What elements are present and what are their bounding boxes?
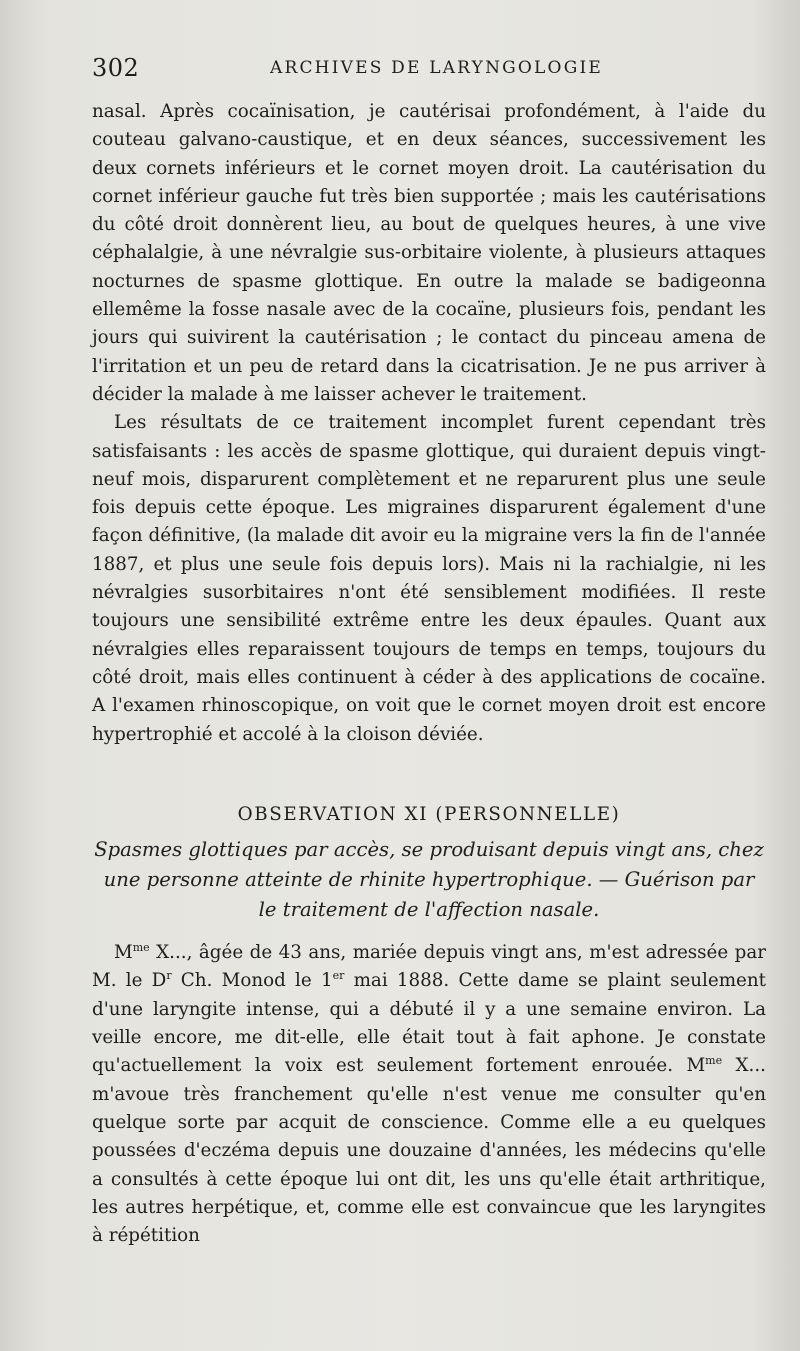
observation-subtitle: Spasmes glottiques par accès, se produisant depuis vingt ans, chez une personne atteinte de rhinite hypertrophique. — Guérison par le traitement de l'affection nasale. xyxy=(94,838,764,922)
page-header xyxy=(92,54,760,88)
page-number: 302 xyxy=(92,54,140,82)
text-segment: Ch. Monod le 1 xyxy=(171,970,333,992)
body-text xyxy=(92,98,766,1250)
superscript: r xyxy=(166,969,172,983)
running-title: ARCHIVES DE LARYNGOLOGIE xyxy=(270,58,603,78)
text-segment: X... m'avoue très franchement qu'elle n'est venue me consulter qu'en quelque sorte par acquit de conscience. Comme elle a eu quelques poussées d'eczéma depuis une douzaine d'années, les médecins qu'elle a consultés à cette époque lui ont dit, les uns qu'elle était arthritique, les autres herpétique, et, comme elle est convaincue que les laryngites à répétition xyxy=(92,1055,766,1247)
observation-heading: OBSERVATION XI (PERSONNELLE) xyxy=(237,803,621,825)
text-segment: mai 1888. Cette dame se plaint seulement d'une laryngite intense, qui a débuté il y a une semaine environ. La veille encore, me dit-elle, elle était tout à fait aphone. Je constate qu'actuellement la voix est seulement fortement enrouée. M xyxy=(92,970,766,1077)
paragraph-case-description xyxy=(92,939,766,1250)
text-segment: X..., âgée de 43 ans, mariée depuis vingt ans, m'est adressée par M. le D xyxy=(92,942,766,992)
superscript: me xyxy=(705,1054,723,1068)
paragraph-results: Les résultats de ce traitement incomplet furent cependant très satisfaisants : les accès de spasme glottique, qui duraient depuis vingt-neuf mois, disparurent complètement et ne reparurent plus une seule fois depuis cette époque. Les migraines disparurent également d'une façon définitive, (la malade dit avoir eu la migraine vers la fin de l'année 1887, et plus une seule fois depuis lors). Mais ni la rachialgie, ni les névralgies susorbitaires n'ont été sensiblement modifiées. Il reste toujours une sensibilité extrême entre les deux épaules. Quant aux névralgies elles reparaissent toujours de temps en temps, toujours du côté droit, mais elles continuent à céder à des applications de cocaïne. A l'examen rhinoscopique, on voit que le cornet moyen droit est encore hypertrophié et accolé à la cloison déviée. xyxy=(92,412,766,745)
text-segment: M xyxy=(114,942,133,964)
superscript: er xyxy=(332,969,345,983)
paragraph-continuation: nasal. Après cocaïnisation, je cautérisai profondément, à l'aide du couteau galvano-caustique, et en deux séances, successivement les deux cornets inférieurs et le cornet moyen droit. La cautérisation du cornet inférieur gauche fut très bien supportée ; mais les cautérisations du côté droit donnèrent lieu, au bout de quelques heures, à une vive céphalalgie, à une névralgie sus-orbitaire violente, à plusieurs attaques nocturnes de spasme glottique. En outre la malade se badigeonna ellemême la fosse nasale avec de la cocaïne, plusieurs fois, pendant les jours qui suivirent la cautérisation ; le contact du pinceau amena de l'irritation et un peu de retard dans la cicatrisation. Je ne pus arriver à décider la malade à me laisser achever le traitement. xyxy=(92,101,766,405)
superscript: me xyxy=(132,941,150,955)
